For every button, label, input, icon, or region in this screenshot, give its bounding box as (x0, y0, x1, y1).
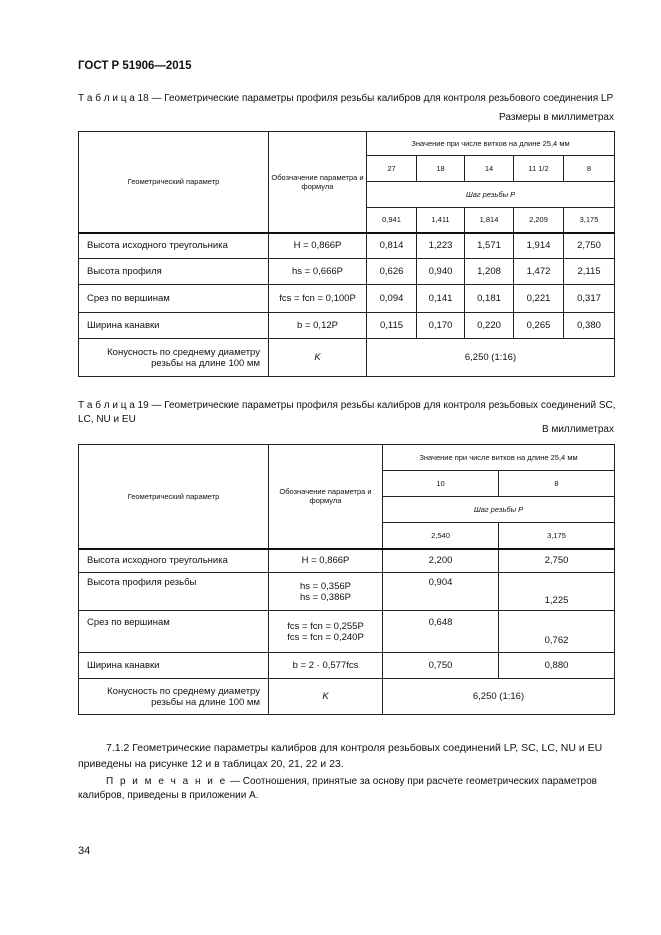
table-row (79, 549, 615, 573)
table19-formula: b = 2 · 0,577fcs (269, 653, 383, 679)
table18-cell: 0,317 (564, 285, 615, 313)
table18-units: Размеры в миллиметрах (499, 112, 614, 123)
table18-header-param: Геометрический параметр (79, 132, 269, 233)
body-paragraph: 7.1.2 Геометрические параметры калибров для контроля резьбовых соединений LP, SC, LC, NU и EU приведены на рисунке 12 и в таблицах 20, 21, 22 и 23. (78, 742, 603, 770)
table19-cell: 2,200 (383, 549, 499, 573)
table19-cell: 2,750 (499, 549, 615, 573)
table18-turns: 8 (564, 156, 615, 182)
table18-taper-param: Конусность по среднему диаметру резьбы на длине 100 мм (79, 339, 269, 377)
table19-formula-line: hs = 0,386P (300, 591, 351, 603)
table18-formula: H = 0,866P (269, 233, 367, 259)
table19-formula-line: fcs = fcn = 0,255P (287, 620, 364, 632)
table19-caption-text: — Геометрические параметры профиля резьбы калибров для контроля резьбовых соединений SC, LC, NU и EU (78, 400, 616, 425)
table19-cell: 0,648 (383, 611, 499, 653)
table18-turns: 11 1/2 (514, 156, 564, 182)
table18-cell: 0,094 (367, 285, 417, 313)
table18-cell: 0,265 (514, 313, 564, 339)
table19-cell: 0,750 (383, 653, 499, 679)
table18-cell: 2,115 (564, 259, 615, 285)
table-row (79, 339, 615, 377)
table-row (79, 259, 615, 285)
table19-header-formula: Обозначение параметра и формула (269, 445, 383, 549)
table19-cell: 0,880 (499, 653, 615, 679)
table19-param: Высота профиля резьбы (79, 573, 269, 611)
table18-cell: 0,181 (465, 285, 514, 313)
table-row (79, 233, 615, 259)
table18-cell: 0,380 (564, 313, 615, 339)
table18-param: Ширина канавки (79, 313, 269, 339)
table19-formula: H = 0,866P (269, 549, 383, 573)
table-row (79, 285, 615, 313)
table18-cell: 0,115 (367, 313, 417, 339)
table19-caption (78, 399, 618, 427)
table19-cell: 0,762 (499, 611, 615, 653)
table18-cell: 2,750 (564, 233, 615, 259)
table18-formula: fcs = fcn = 0,100P (269, 285, 367, 313)
table18-cell: 0,221 (514, 285, 564, 313)
note (78, 775, 618, 803)
table18-pitch: 0,941 (367, 208, 417, 233)
table19-param: Срез по вершинам (79, 611, 269, 653)
table18-cell: 1,914 (514, 233, 564, 259)
note-text: — Соотношения, принятые за основу при расчете геометрических параметров калибров, приведены в приложении А. (78, 776, 597, 801)
table19-cell: 0,904 (383, 573, 499, 611)
table18-cell: 0,220 (465, 313, 514, 339)
table18-cell: 0,626 (367, 259, 417, 285)
table18-header-value: Значение при числе витков на длине 25,4 мм (367, 132, 615, 156)
table18-cell: 0,814 (367, 233, 417, 259)
table19-turns: 10 (383, 471, 499, 497)
table19-param: Высота исходного треугольника (79, 549, 269, 573)
table18-cell: 1,472 (514, 259, 564, 285)
table-row (79, 611, 615, 653)
table19-caption-prefix: Т а б л и ц а 19 (78, 400, 149, 411)
table-row (79, 679, 615, 715)
table18-caption (78, 92, 618, 106)
table18-taper-formula: K (269, 339, 367, 377)
table18-cell: 0,141 (417, 285, 465, 313)
table19-pitch: 2,540 (383, 523, 499, 549)
table18-pitch: 1,814 (465, 208, 514, 233)
table19-turns: 8 (499, 471, 615, 497)
note-label: П р и м е ч а н и е (106, 776, 228, 787)
table18-cell: 1,571 (465, 233, 514, 259)
table19-taper-value: 6,250 (1:16) (383, 679, 615, 715)
table19-cell: 1,225 (499, 573, 615, 611)
table19-taper-formula: K (269, 679, 383, 715)
table18-cell: 0,940 (417, 259, 465, 285)
table-19 (78, 444, 615, 715)
table18-cell: 0,170 (417, 313, 465, 339)
table-18 (78, 131, 615, 377)
table-row (79, 653, 615, 679)
table19-pitch: 3,175 (499, 523, 615, 549)
table19-header-param: Геометрический параметр (79, 445, 269, 549)
table18-formula: b = 0,12P (269, 313, 367, 339)
table18-turns: 18 (417, 156, 465, 182)
table19-units: В миллиметрах (542, 424, 614, 435)
table18-caption-prefix: Т а б л и ц а 18 (78, 93, 149, 104)
table18-pitch: 3,175 (564, 208, 615, 233)
table18-formula: hs = 0,666P (269, 259, 367, 285)
table18-pitch: 1,411 (417, 208, 465, 233)
table19-formula-line: hs = 0,356P (300, 580, 351, 592)
table18-turns: 27 (367, 156, 417, 182)
table18-taper-value: 6,250 (1:16) (367, 339, 615, 377)
table19-header-value: Значение при числе витков на длине 25,4 мм (383, 445, 615, 471)
table-row (79, 313, 615, 339)
table18-param: Высота исходного треугольника (79, 233, 269, 259)
table18-pitch-label: Шаг резьбы P (367, 182, 615, 208)
table19-formula (269, 573, 383, 611)
table-row (79, 573, 615, 611)
table19-formula-line: fcs = fcn = 0,240P (287, 631, 364, 643)
table19-pitch-label: Шаг резьбы P (383, 497, 615, 523)
table18-param: Срез по вершинам (79, 285, 269, 313)
table18-cell: 1,208 (465, 259, 514, 285)
table19-formula (269, 611, 383, 653)
table18-cell: 1,223 (417, 233, 465, 259)
table18-turns: 14 (465, 156, 514, 182)
table19-taper-param: Конусность по среднему диаметру резьбы на длине 100 мм (79, 679, 269, 715)
table18-caption-text: — Геометрические параметры профиля резьбы калибров для контроля резьбового соединения LP (148, 93, 614, 104)
table19-param: Ширина канавки (79, 653, 269, 679)
page-number: 34 (78, 845, 91, 857)
table18-header-formula: Обозначение параметра и формула (269, 132, 367, 233)
table18-param: Высота профиля (79, 259, 269, 285)
table18-pitch: 2,209 (514, 208, 564, 233)
document-header: ГОСТ Р 51906—2015 (78, 60, 192, 72)
